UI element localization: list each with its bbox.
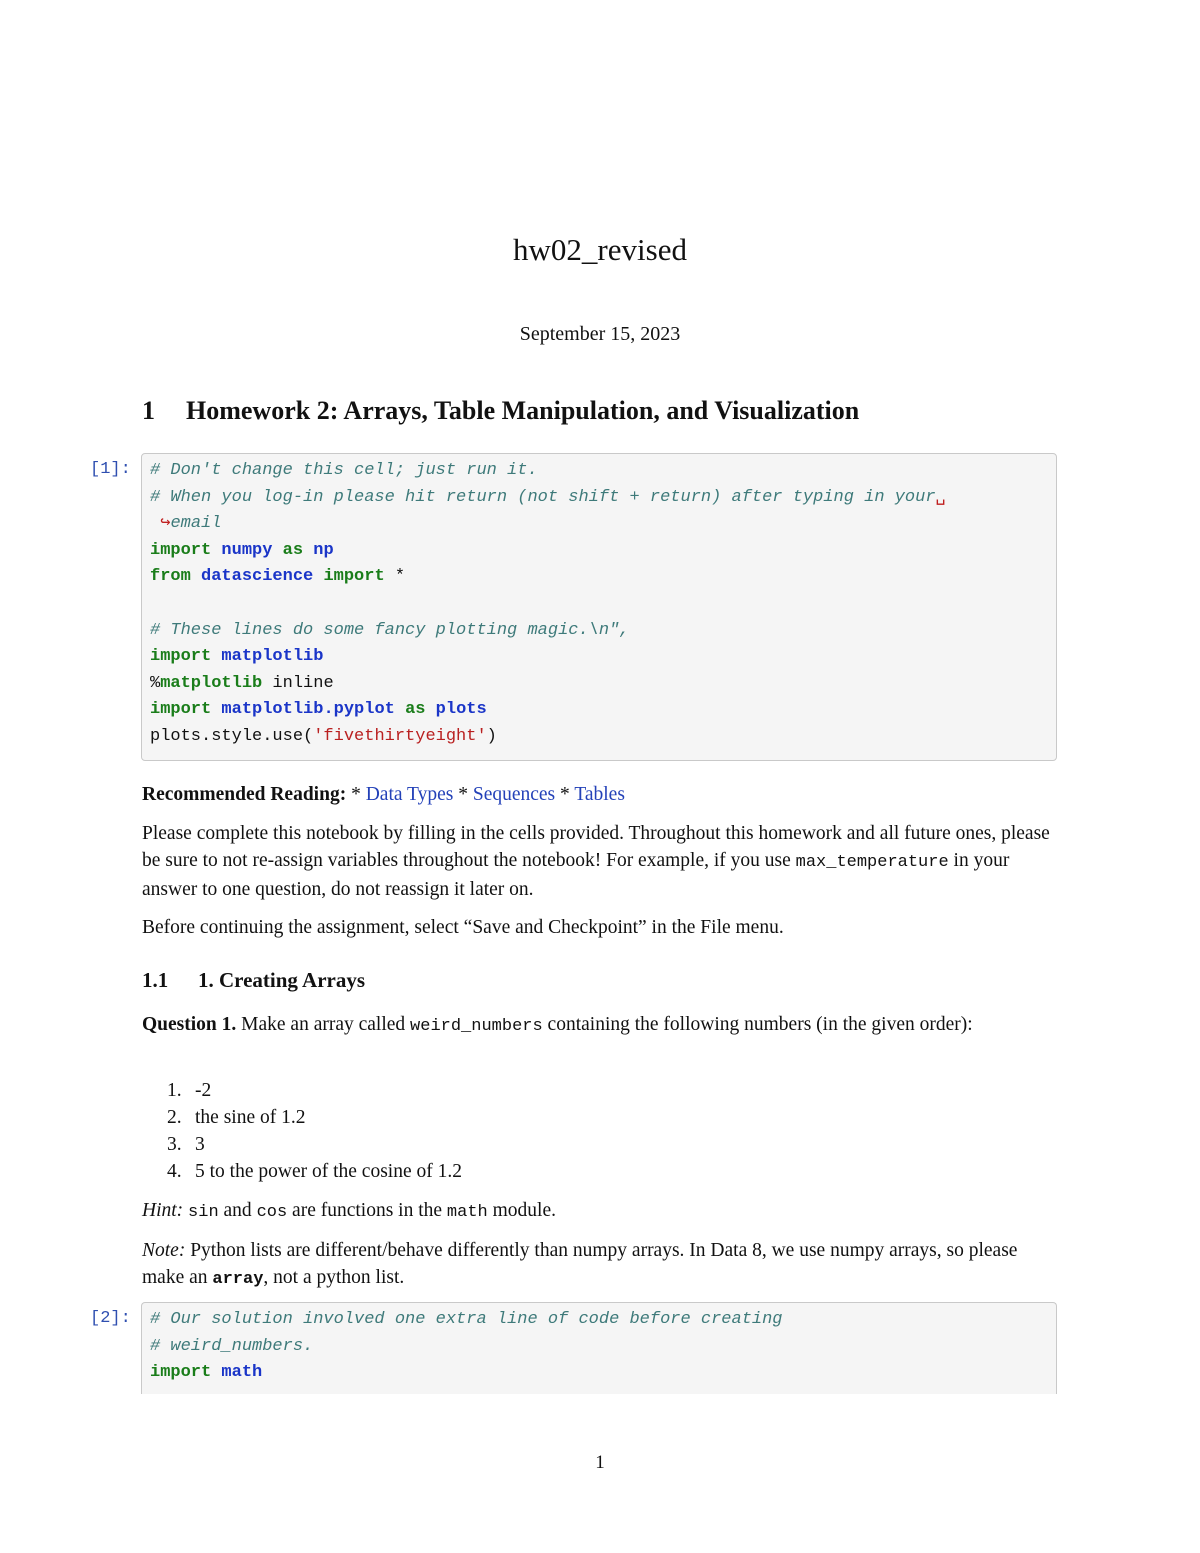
code-token: import [150,540,212,560]
question-text-end: containing the following numbers (in the given order): [542,1014,973,1035]
code-token: matplotlib [160,673,263,693]
hint-text-end: module. [487,1200,556,1221]
code-token: from [150,567,191,587]
code-cell-2[interactable] [141,1302,1057,1394]
code-line [150,1360,1056,1387]
code-token: as [405,700,426,720]
code-token [211,700,221,719]
instructions-paragraph [142,820,1062,903]
instructions-text: Please complete this notebook by filling in the cells provided. Throughout this homework and all future ones, please be sure to not re-assign variables throughout the notebook! For example, if you use [142,823,1050,871]
code-token [191,567,201,586]
list-item: 4. 5 to the power of the cosine of 1.2 [167,1161,462,1182]
list-item-text: 5 to the power of the cosine of 1.2 [195,1161,462,1182]
code-token: # These lines do some fancy plotting magic.\n", [150,620,630,640]
code-token: numpy [221,540,273,560]
hint-label: Hint: [142,1200,184,1221]
code-token: # Don't change this cell; just run it. [150,461,538,480]
section-number: 1 [142,396,155,425]
code-token: plots [435,700,487,720]
hint-text: are functions in the [287,1200,447,1221]
code-token [211,1363,221,1382]
code-token [211,647,221,666]
cell-1-prompt: [1]: [90,460,131,479]
instructions-text-end: in your answer to one question, do not reassign it later on. [142,850,1010,900]
recommended-reading [142,781,1062,808]
numbers-list [167,1077,462,1185]
code-token [211,541,221,560]
code-token: % [150,673,161,693]
code-token: # Our solution involved one extra line of code before creating [150,1310,783,1329]
document-title: hw02_revised [513,232,687,267]
inline-code-sin: sin [188,1203,219,1222]
reading-label: Recommended Reading: [142,784,347,805]
question-text: Make an array called [236,1014,411,1035]
question-1 [142,1011,1062,1040]
code-token: email [170,514,222,534]
list-item: 3. 3 [167,1134,205,1155]
code-token: plots.style.use( [150,726,314,746]
code-token: as [282,540,304,560]
link-sequences[interactable]: Sequences [472,784,556,805]
inline-code-weird-numbers: weird_numbers [410,1017,543,1036]
code-line [150,458,1056,485]
note-text: Python lists are different/behave differently than numpy arrays. In Data 8, we use numpy arrays, so please make an [142,1240,1018,1288]
code-cell-1[interactable] [141,453,1057,761]
inline-code-math: math [446,1203,488,1222]
code-token: np [313,540,334,560]
document-date: September 15, 2023 [519,323,681,345]
code-line [150,564,1056,591]
code-token [313,567,323,586]
code-line [150,671,1056,698]
inline-code-cos: cos [256,1203,288,1222]
list-item: 2. the sine of 1.2 [167,1107,306,1128]
code-line [150,1334,1056,1361]
code-token [425,700,435,719]
code-token: # weird_numbers. [150,1336,314,1356]
code-token: datascience [201,567,314,587]
page-number: 1 [595,1452,605,1473]
line-continuation-icon: ␣ [935,487,946,507]
code-line [150,1307,1056,1334]
code-token: ) [486,726,497,746]
code-token: import [323,567,385,587]
code-token [395,700,405,719]
link-data-types[interactable]: Data Types [365,784,454,805]
hint-paragraph [142,1197,1062,1226]
code-line [150,485,1056,512]
code-token: inline [262,673,334,693]
link-tables[interactable]: Tables [574,784,625,805]
inline-code-max-temperature: max_temperature [795,853,949,872]
list-item: 1. -2 [167,1080,212,1101]
note-bold-array: array [212,1270,264,1289]
note-paragraph [142,1237,1062,1293]
reading-sep: * [453,784,473,805]
code-line [150,511,1056,538]
code-token: import [150,700,212,720]
list-item-text: the sine of 1.2 [195,1107,306,1128]
code-token [150,594,160,613]
code-token: 'fivethirtyeight' [313,726,487,746]
code-token: math [221,1363,263,1383]
note-label: Note: [142,1240,186,1261]
note-text-end: , not a python list. [263,1267,405,1288]
code-token [272,541,282,560]
list-item-text: 3 [195,1134,205,1155]
code-token: matplotlib.pyplot [221,700,395,720]
list-item-text: -2 [195,1080,212,1101]
reading-sep: * [555,784,575,805]
code-token: * [384,567,406,587]
code-token: import [150,1363,212,1383]
line-continuation-icon: ↪ [150,514,171,534]
reading-sep: * [346,784,366,805]
code-line [150,538,1056,565]
cell-2-prompt: [2]: [90,1309,131,1328]
code-line [150,724,1056,751]
checkpoint-paragraph: Before continuing the assignment, select “Save and Checkpoint” in the File menu. [142,917,784,938]
subsection-heading [142,968,365,993]
code-token: # When you log-in please hit return (not shift + return) after typing in your [150,487,936,507]
hint-text: and [218,1200,257,1221]
question-label: Question 1. [142,1014,237,1035]
code-token: matplotlib [221,647,324,667]
code-line [150,591,1056,618]
subsection-number: 1.1 [142,968,169,992]
subsection-title: 1. Creating Arrays [198,968,366,992]
code-line [150,644,1056,671]
code-token [303,541,313,560]
code-line [150,697,1056,724]
section-title: Homework 2: Arrays, Table Manipulation, and Visualization [186,396,860,425]
code-line [150,618,1056,645]
section-heading [142,396,859,426]
code-token: import [150,647,212,667]
